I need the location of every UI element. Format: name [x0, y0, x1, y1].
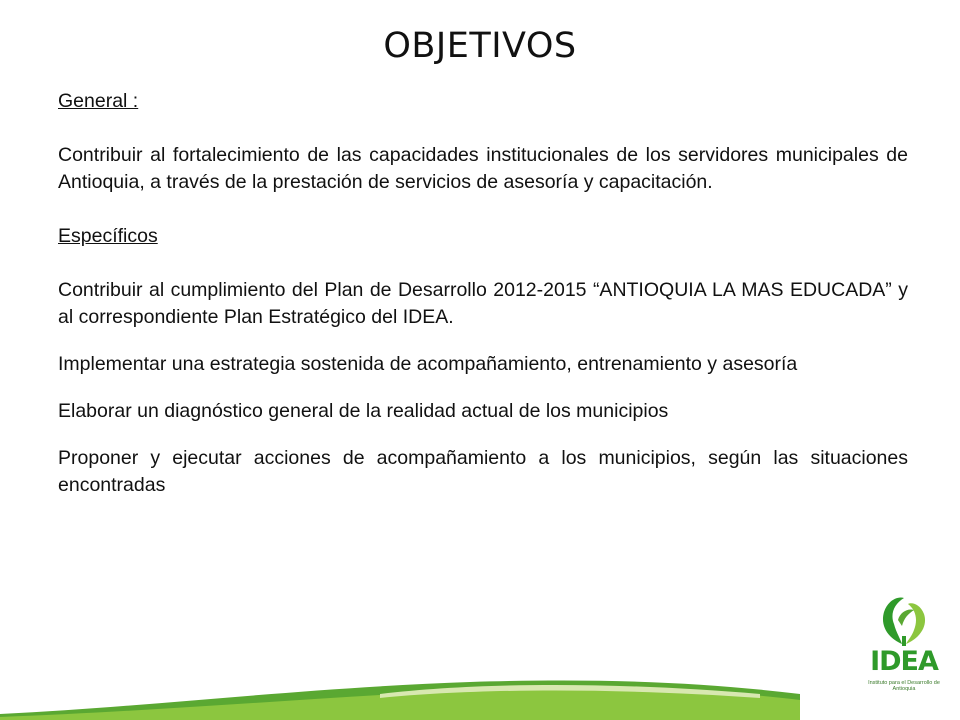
- specific-heading: Específicos: [58, 225, 158, 247]
- slide-title: OBJETIVOS: [383, 26, 577, 66]
- specific-objective-1: Contribuir al cumplimiento del Plan de Desarrollo 2012-2015 “ANTIOQUIA LA MAS EDUCADA” y al correspondiente Plan Estratégico del IDEA.: [58, 279, 908, 328]
- general-heading: General :: [58, 90, 139, 112]
- specific-objective-2: Implementar una estrategia sostenida de acompañamiento, entrenamiento y asesoría: [58, 353, 798, 375]
- specific-objective-4: Proponer y ejecutar acciones de acompañamiento a los municipios, según las situaciones encontradas: [58, 447, 908, 496]
- idea-logo: [858, 590, 950, 700]
- leaf-sprout-icon: [858, 590, 950, 650]
- general-objective-text: Contribuir al fortalecimiento de las capacidades institucionales de los servidores municipales de Antioquia, a través de la prestación de servicios de asesoría y capacitación.: [58, 144, 908, 193]
- logo-subtitle: Instituto para el Desarrollo de Antioquia: [868, 680, 940, 692]
- specific-objective-3: Elaborar un diagnóstico general de la realidad actual de los municipios: [58, 400, 669, 422]
- slide-content: [58, 88, 908, 499]
- footer-wave-decoration: [0, 660, 960, 720]
- logo-wordmark: IDEA: [870, 646, 938, 677]
